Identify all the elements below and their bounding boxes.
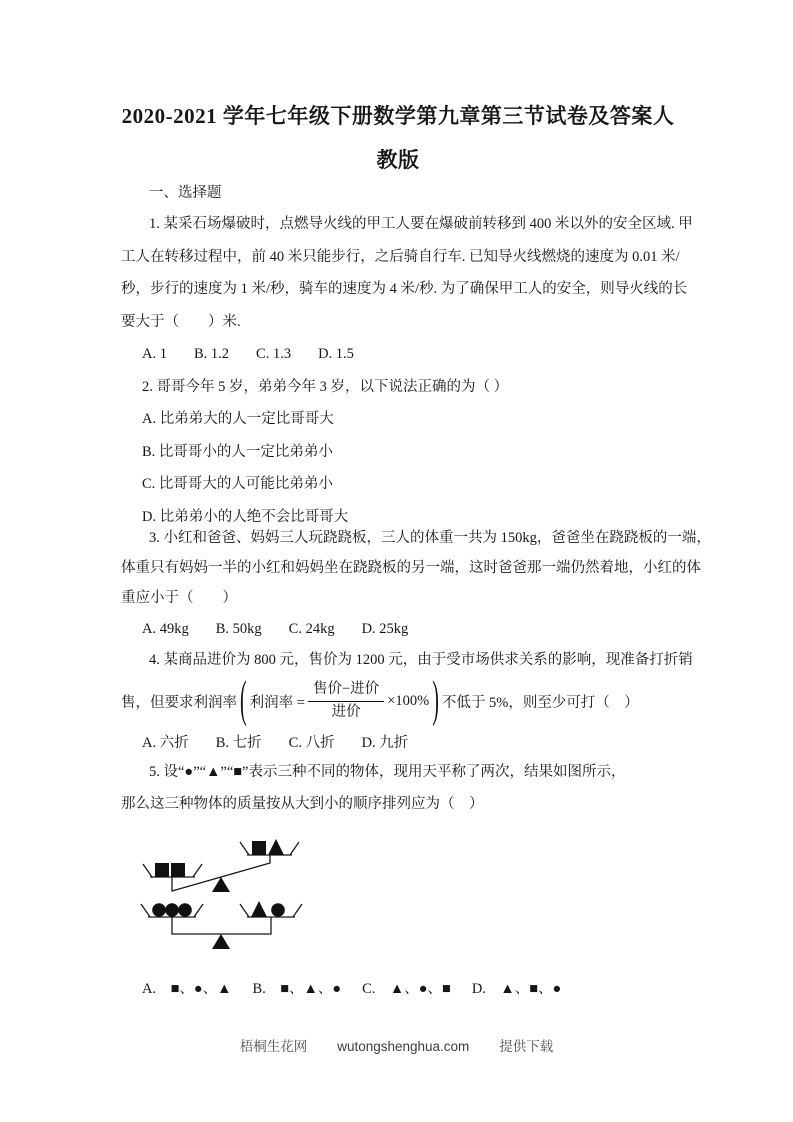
question-text-line: 2. 哥哥今年 5 岁，弟弟今年 3 岁，以下说法正确的为（ ） [142,378,509,395]
footer-site-name: 梧桐生花网 [239,1039,308,1054]
option-c: C. 八折 [288,734,335,751]
option-b: B. 七折 [215,734,262,751]
balance-2-fulcrum [212,934,230,949]
question-text-line: 要大于（ ）米. [121,313,241,330]
footer-download-text: 提供下载 [499,1039,554,1054]
option-a: A. 1 [142,346,167,362]
formula-prefix: 售，但要求利润率 [121,695,237,711]
fraction-denominator: 进价 [331,704,361,720]
question-text-line: 那么这三种物体的质量按从大到小的顺序排列应为（ ） [121,796,484,812]
question-text-line: 4. 某商品进价为 800 元，售价为 1200 元，由于受市场供求关系的影响，现准备打折销 [149,651,693,668]
question-1-options [121,338,675,371]
page-footer [0,1036,793,1058]
balance-2-right-pan [240,901,302,917]
option-d: D. 比弟弟小的人绝不会比哥哥大 [142,508,349,525]
square-weight-icon [252,841,266,855]
balance-1-right-pan [240,839,299,855]
question-text-line: 5. 设“●”“▲”“■”表示三种不同的物体，现用天平称了两次，结果如图所示， [149,763,626,780]
fraction-numerator: 售价−进价 [308,680,384,702]
option-b: B. 50kg [215,621,262,637]
page-title-line1: 2020-2021 学年七年级下册数学第九章第三节试卷及答案人 [121,104,675,128]
question-4-options [121,730,675,756]
option-d: D. 九折 [361,734,409,751]
option-d: D. 1.5 [318,346,354,362]
formula-suffix: 不低于 5%，则至少可打（ ） [441,695,639,711]
formula-open-paren: ( [240,672,247,729]
option-c: C. ▲、●、■ [362,980,451,997]
option-b: B. ■、▲、● [252,980,342,997]
formula-close-paren: ) [432,672,439,729]
question-5 [121,756,675,1004]
question-5-options [121,974,675,1004]
formula-multiplier: ×100% [387,693,430,709]
question-4 [121,646,693,756]
balance-2-left-pan [141,903,203,917]
option-a: A. 比弟弟大的人一定比哥哥大 [142,411,334,427]
option-b: B. 比哥哥小的人一定比弟弟小 [142,443,333,460]
option-c: C. 1.3 [256,346,292,362]
question-3 [121,523,711,646]
question-text-line: 秒，步行的速度为 1 米/秒，骑车的速度为 4 米/秒. 为了确保甲工人的安全，则导火线的长 [121,281,688,297]
section-heading: 一、选择题 [149,185,222,201]
formula-lhs: 利润率 = [249,695,305,711]
triangle-weight-icon [251,901,267,917]
circle-weight-icon [152,903,166,917]
question-text-line: 体重只有妈妈一半的小红和妈妈坐在跷跷板的另一端，这时爸爸那一端仍然着地，小红的体 [121,560,701,576]
question-text-line: 重应小于（ ） [121,590,237,606]
balance-1-left-pan [143,863,202,877]
circle-weight-icon [271,903,285,917]
profit-rate-formula [121,674,675,730]
question-text-line: 1. 某采石场爆破时，点燃导火线的甲工人要在爆破前转移到 400 米以外的安全区域. 甲 [149,216,693,232]
question-text-line: 3. 小红和爸爸、妈妈三人玩跷跷板，三人的体重一共为 150kg，爸爸坐在跷跷板的一端， [149,530,711,546]
option-c: C. 比哥哥大的人可能比弟弟小 [142,476,333,492]
question-3-options [121,613,675,646]
question-1 [121,208,693,371]
option-d: D. ▲、■、● [471,980,562,997]
option-a: A. ■、●、▲ [142,980,232,997]
option-b: B. 1.2 [193,346,230,362]
circle-weight-icon [165,903,179,917]
option-d: D. 25kg [361,621,409,637]
question-2 [121,371,675,534]
square-weight-icon [155,863,169,877]
balance-scales-figure [140,837,340,951]
option-a: A. 49kg [142,621,189,637]
circle-weight-icon [178,903,192,917]
balance-1 [143,839,299,892]
option-a: A. 六折 [142,734,189,751]
balance-2-beam [172,917,271,934]
page-title-line2: 教版 [376,148,420,172]
square-weight-icon [171,863,185,877]
balance-2 [141,901,302,949]
formula-fraction [308,680,384,722]
footer-site-url: wutongshenghua.com [337,1039,470,1054]
question-text-line: 工人在转移过程中，前 40 米只能步行，之后骑自行车. 已知导火线燃烧的速度为 0.01 米/ [121,248,680,265]
triangle-weight-icon [268,839,284,855]
option-c: C. 24kg [288,621,335,637]
page-title [121,94,675,182]
